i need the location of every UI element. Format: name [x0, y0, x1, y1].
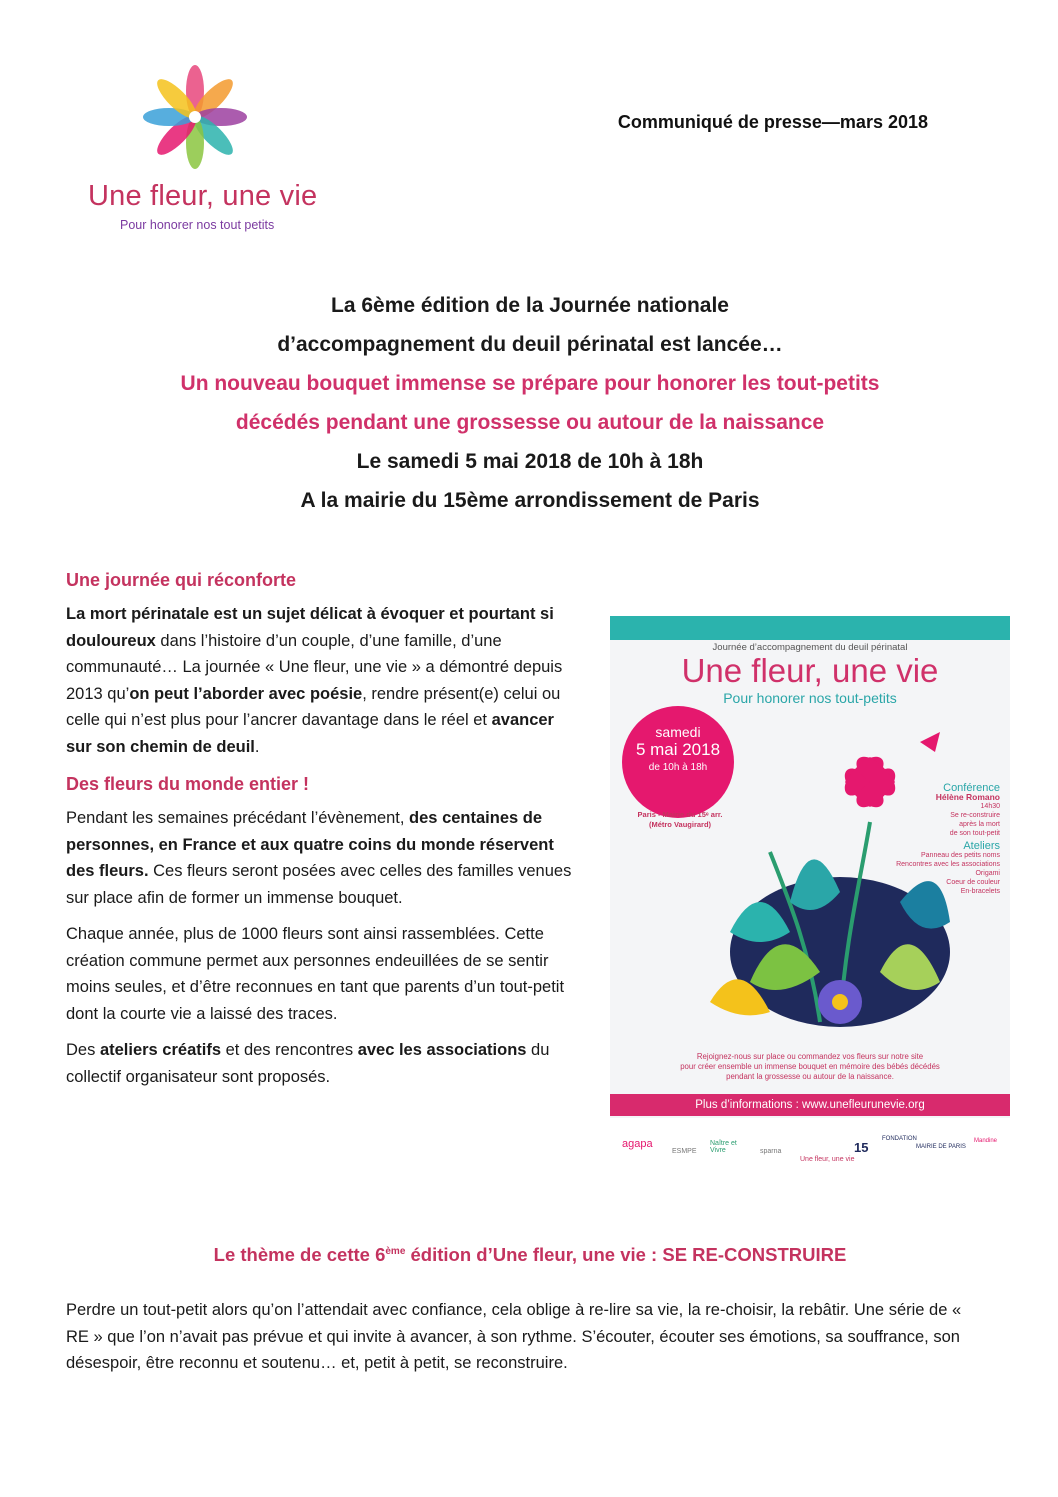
theme-body: Perdre un tout-petit alors qu’on l’attendait avec confiance, cela oblige à re-lire sa vie, la re-choisir, la rebâtir. Une série de « RE » que l’on n’avait pas prévue et qui invite à avancer, à son rythme. S’écouter, écouter ses émotions, sa souffrance, son désespoir, être reconnu et soutenu… et, petit à petit, se reconstruire.	[66, 1301, 962, 1372]
poster-conference-time: 14h30	[980, 803, 1000, 810]
poster-atelier-item: Rencontres avec les associations	[896, 861, 1000, 868]
flower-logo-icon	[140, 62, 250, 172]
partner-logo-naitre-et-vivre: Naître et Vivre	[710, 1140, 737, 1154]
headline-location: A la mairie du 15ème arrondissement de Paris	[300, 489, 760, 512]
poster-conference-line: Se re-construire	[950, 812, 1000, 819]
poster-invitation-line: pour créer ensemble un immense bouquet en mémoire des bébés décédés	[680, 1062, 940, 1071]
poster-invitation-line: pendant la grossesse ou autour de la naissance.	[726, 1072, 894, 1081]
headline-line-1: La 6ème édition de la Journée nationale	[331, 294, 729, 317]
poster-invitation	[630, 1052, 990, 1082]
poster-tagline: Pour honorer nos tout-petits	[723, 690, 897, 706]
section-title-fleurs-monde: Des fleurs du monde entier !	[66, 774, 310, 794]
bold-text: avancer sur son chemin de deuil	[66, 711, 554, 756]
bold-text: avec les associations	[357, 1041, 527, 1059]
paragraph-chaque-annee: Chaque année, plus de 1000 fleurs sont ainsi rassemblées. Cette création commune permet aux personnes endeuillées de se sentir moins seules, et d’être reconnues en tant que parents d’un tout-petit dont la courte vie a laissé des traces.	[66, 925, 565, 1023]
theme-title	[60, 1244, 1000, 1266]
section-title-reconforte: Une journée qui réconforte	[66, 570, 297, 590]
text: et des rencontres	[221, 1041, 358, 1059]
text: .	[254, 737, 260, 756]
headline-line-3: Un nouveau bouquet immense se prépare pour honorer les tout-petits	[180, 372, 880, 395]
partner-logo-15: 15	[854, 1140, 869, 1155]
text: dans l’histoire d’un couple, d’une famille, d’une communauté… La journée « Une fleur, une vie » a démontré depuis 2013 qu’	[66, 631, 563, 703]
partner-logo-sparna: sparna	[760, 1148, 782, 1155]
main-column	[66, 570, 572, 1100]
text: Ces fleurs seront posées avec celles des familles venues sur place afin de former un immense bouquet.	[66, 862, 572, 907]
poster-date-date: 5 mai 2018	[635, 740, 721, 759]
bold-text: La mort périnatale est un sujet délicat à évoquer et pourtant si douloureux	[66, 605, 554, 650]
theme-title-text: édition d’Une fleur, une vie : SE RE-CONSTRUIRE	[405, 1244, 847, 1265]
poster-place-line: Paris - Mairie du 15ᵉ arr.	[637, 810, 723, 819]
logo	[88, 62, 318, 242]
poster-date-hours: de 10h à 18h	[648, 762, 708, 773]
poster-conference-heading: Conférence	[943, 782, 1000, 794]
partner-logo-agapa: agapa	[622, 1138, 653, 1150]
partner-logo-mairie-de-paris: MAIRIE DE PARIS	[916, 1144, 966, 1150]
logo-brand-name: Une fleur, une vie	[88, 180, 318, 212]
poster-conference-line: après la mort	[959, 821, 1000, 828]
bold-text: des centaines de personnes, en France et aux quatre coins du monde réservent des fleurs.	[66, 809, 554, 880]
bold-text: ateliers créatifs	[99, 1041, 222, 1059]
poster-title: Une fleur, une vie	[681, 652, 939, 689]
bold-text: on peut l’aborder avec poésie	[129, 684, 363, 703]
poster-date-day: samedi	[655, 724, 701, 740]
logo-tagline: Pour honorer nos tout petits	[120, 218, 275, 232]
event-poster	[610, 616, 1010, 1174]
paragraph-mort-perinatale	[66, 601, 572, 760]
poster-subtitle: Journée d’accompagnement du deuil périnatal	[712, 642, 908, 653]
theme-title-text: Le thème de cette 6	[213, 1244, 386, 1265]
poster-atelier-item: Coeur de couleur	[946, 879, 1000, 886]
theme-title-sup: ème	[385, 1245, 406, 1257]
headline	[70, 286, 990, 520]
text: du collectif organisateur sont proposés.	[66, 1041, 550, 1086]
text: Des	[66, 1041, 100, 1059]
partner-logo-esmpe: ESMPE	[672, 1148, 697, 1155]
headline-date: Le samedi 5 mai 2018 de 10h à 18h	[356, 450, 704, 473]
text: Pendant les semaines précédant l’évènement,	[66, 809, 410, 827]
poster-atelier-item: Panneau des petits noms	[921, 852, 1000, 859]
poster-conference-line: de son tout-petit	[949, 830, 1000, 837]
poster-date-badge	[622, 706, 734, 818]
poster-program	[890, 784, 1000, 896]
poster-atelier-item: En-bracelets	[960, 888, 1000, 895]
poster-place	[620, 810, 740, 830]
press-release-date: Communiqué de presse—mars 2018	[617, 112, 928, 132]
headline-line-2: d’accompagnement du deuil périnatal est lancée…	[277, 333, 783, 356]
partner-logo-fondation: FONDATION	[882, 1136, 917, 1142]
partner-logo-une-fleur-une-vie: Une fleur, une vie	[800, 1156, 855, 1163]
poster-ateliers-heading: Ateliers	[963, 840, 1000, 852]
poster-atelier-item: Origami	[975, 870, 1000, 877]
poster-invitation-line: Rejoignez-nous sur place ou commandez vos fleurs sur notre site	[696, 1052, 924, 1061]
poster-conference-speaker: Hélène Romano	[935, 792, 1000, 802]
paragraph-ateliers	[66, 1037, 572, 1090]
poster-top-bar	[610, 616, 1010, 640]
paragraph-semaines	[66, 805, 572, 911]
poster-partner-logos	[610, 1118, 1010, 1174]
partner-logo-mandine: Mandine	[974, 1138, 998, 1144]
text: , rendre présent(e) celui ou celle qui n’est plus pour l’ancrer davantage dans le réel et	[66, 684, 561, 729]
poster-info-bar: Plus d’informations : www.unefleurunevie.org	[610, 1094, 1010, 1116]
headline-line-4: décédés pendant une grossesse ou autour de la naissance	[235, 411, 825, 434]
poster-place-line: (Métro Vaugirard)	[648, 820, 712, 829]
